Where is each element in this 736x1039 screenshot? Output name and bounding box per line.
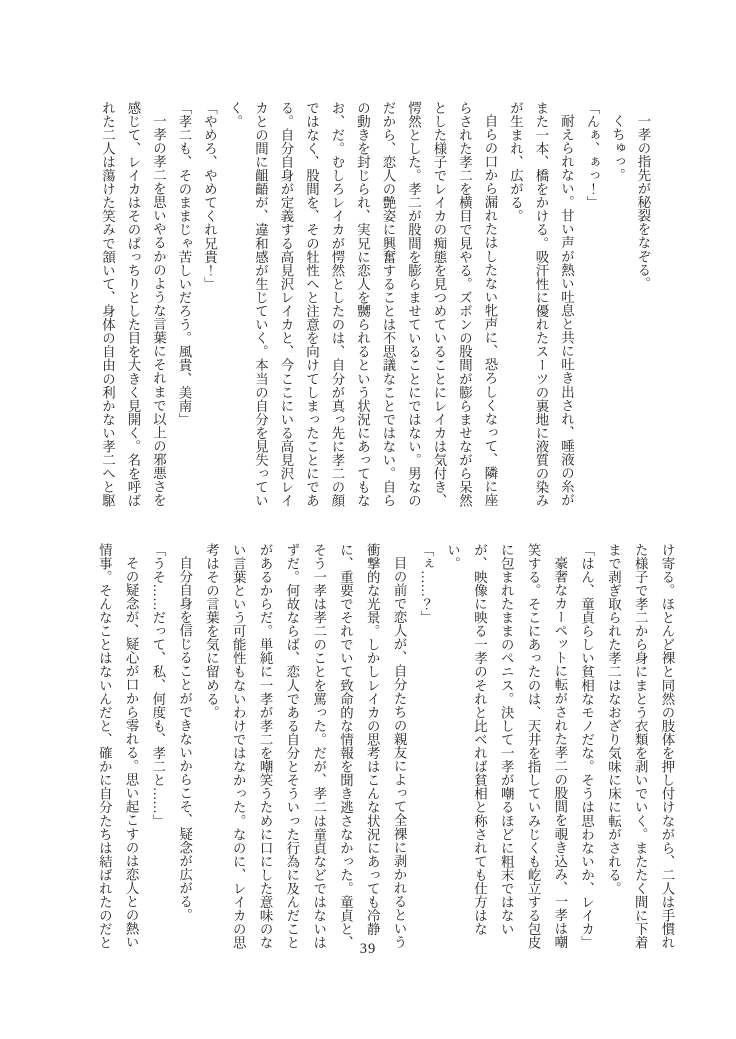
text-line: とした様子でレイカの痴態を見つめていることにレイカは気付き、: [432, 101, 447, 508]
text-line: 情事。そんなことはないんだと、確かに自分たちは結ばれたのだと: [97, 543, 113, 950]
text-block-top: [95, 101, 656, 507]
text-line: の動きを封じられ、実兄に恋人を嬲られるという状況にあってもな: [355, 101, 371, 508]
text-line: れた二人は蕩けた笑みで頷いて、身体の自由の利かない孝二へと駆: [100, 101, 116, 508]
text-line: 自分自身を信じることができないからこそ、疑念が広がる。: [177, 556, 193, 923]
text-line: まで剥ぎ取られた孝二はなおざり気味に床に転がされる。: [606, 543, 622, 896]
text-line: 「うそ……だって、私、何度も、孝二と……」: [150, 543, 166, 828]
text-line: 自らの口から漏れたはしたない牝声に、恐ろしくなって、隣に座: [483, 114, 498, 508]
text-line: 衝撃的な光景。しかしレイカの思考はこんな状況にあっても冷静: [365, 543, 381, 936]
text-line: け寄る。ほとんど裸と同然の肢体を押し付けながら、二人は手慣れ: [660, 543, 675, 950]
text-line: 一孝の指先が秘裂をなぞる。: [636, 114, 651, 291]
text-line: ではなく、股間を、その牡性へと注意を向けてしまったことにであ: [304, 101, 320, 508]
text-line: に包まれたままのペニス。決して一孝が嘲るほどに粗末ではない: [499, 543, 515, 936]
text-line: また一本、橋をかける。吸汗性に優れたスーツの裏地に液質の染み: [534, 101, 549, 508]
text-line: た様子で孝二から身にまとう衣類を剥いでいく。またたく間に下着: [633, 543, 649, 950]
text-line: く。: [228, 101, 243, 129]
text-line: らされた孝二を横目で見やる。ズボンの股間が膨らませながら呆然: [457, 101, 473, 508]
text-line: に、重要でそれでいて致命的な情報を聞き逃さなかった。童貞と、: [338, 543, 354, 950]
page-number: 39: [359, 941, 377, 957]
text-line: 愕然とした。孝二が股間を膨らませていることにではない。男なの: [406, 101, 422, 508]
text-line: 考はその言葉を気に留める。: [204, 543, 220, 720]
text-line: お、だ。むしろレイカが愕然としたのは、自分が真っ先に孝二の顔: [330, 101, 345, 508]
text-line: 「ぇ……？」: [418, 543, 434, 625]
text-line: 豪奢なカーペットに転がされた孝二の股間を覗き込み、一孝は嘲: [552, 556, 568, 950]
text-line: が、映像に映る一孝のそれと比べれば貧相と称されても仕方はな: [472, 543, 488, 936]
text-line: 目の前で恋人が、自分たちの親友によって全裸に剥かれるという: [392, 556, 408, 950]
text-line: 「はん、童貞らしい貧相なモノだな。そうは思わないか、レイカ」: [579, 543, 595, 950]
text-line: 笑する。そこにあったのは、天井を指していみじくも屹立する包皮: [526, 543, 542, 950]
text-line: ずだ。何故ならば、恋人である自分とそういった行為に及んだこと: [284, 543, 300, 950]
text-line: そう一孝は孝二のことを罵った。だが、孝二は童貞などではないは: [311, 543, 327, 950]
text-line: い。: [445, 543, 461, 571]
text-line: だから、恋人の艶姿に興奮することは不思議なことではない。自ら: [381, 101, 396, 508]
text-line: 耐えられない。甘い声が熱い吐息と共に吐き出され、唾液の糸が: [559, 114, 575, 508]
text-line: が生まれ、広がる。: [508, 101, 524, 223]
text-line: 感じて、レイカはそのぱっちりとした目を大きく見開く。名を呼ば: [126, 101, 141, 508]
text-line: い言葉という可能性もないわけではなかった。なのに、レイカの思: [231, 543, 247, 950]
text-line: その疑念が、疑心が口から零れる。思い起こすのは恋人との熱い: [124, 556, 140, 950]
text-block-bottom: [90, 543, 680, 949]
text-line: 「やめろ、やめてくれ兄貴！」: [202, 101, 218, 291]
text-line: くちゅっ。: [610, 114, 626, 183]
text-line: カとの間に齟齬が、違和感が生じていく。本当の自分を見失ってい: [253, 101, 269, 508]
text-line: があるからだ。単純に一孝が孝二を嘲笑うために口にした意味のな: [258, 543, 274, 950]
text-line: 「孝二も、そのままじゃ苦しいだろう。風貴、美南」: [177, 101, 192, 427]
text-line: 一孝の孝二を思いやるかのような言葉にそれまで以上の邪悪さを: [151, 114, 167, 508]
text-line: 「んぁ、ぁっ！」: [585, 101, 600, 210]
text-line: る。自分自身が定義する高見沢レイカと、今ここにいる高見沢レイ: [279, 101, 294, 508]
